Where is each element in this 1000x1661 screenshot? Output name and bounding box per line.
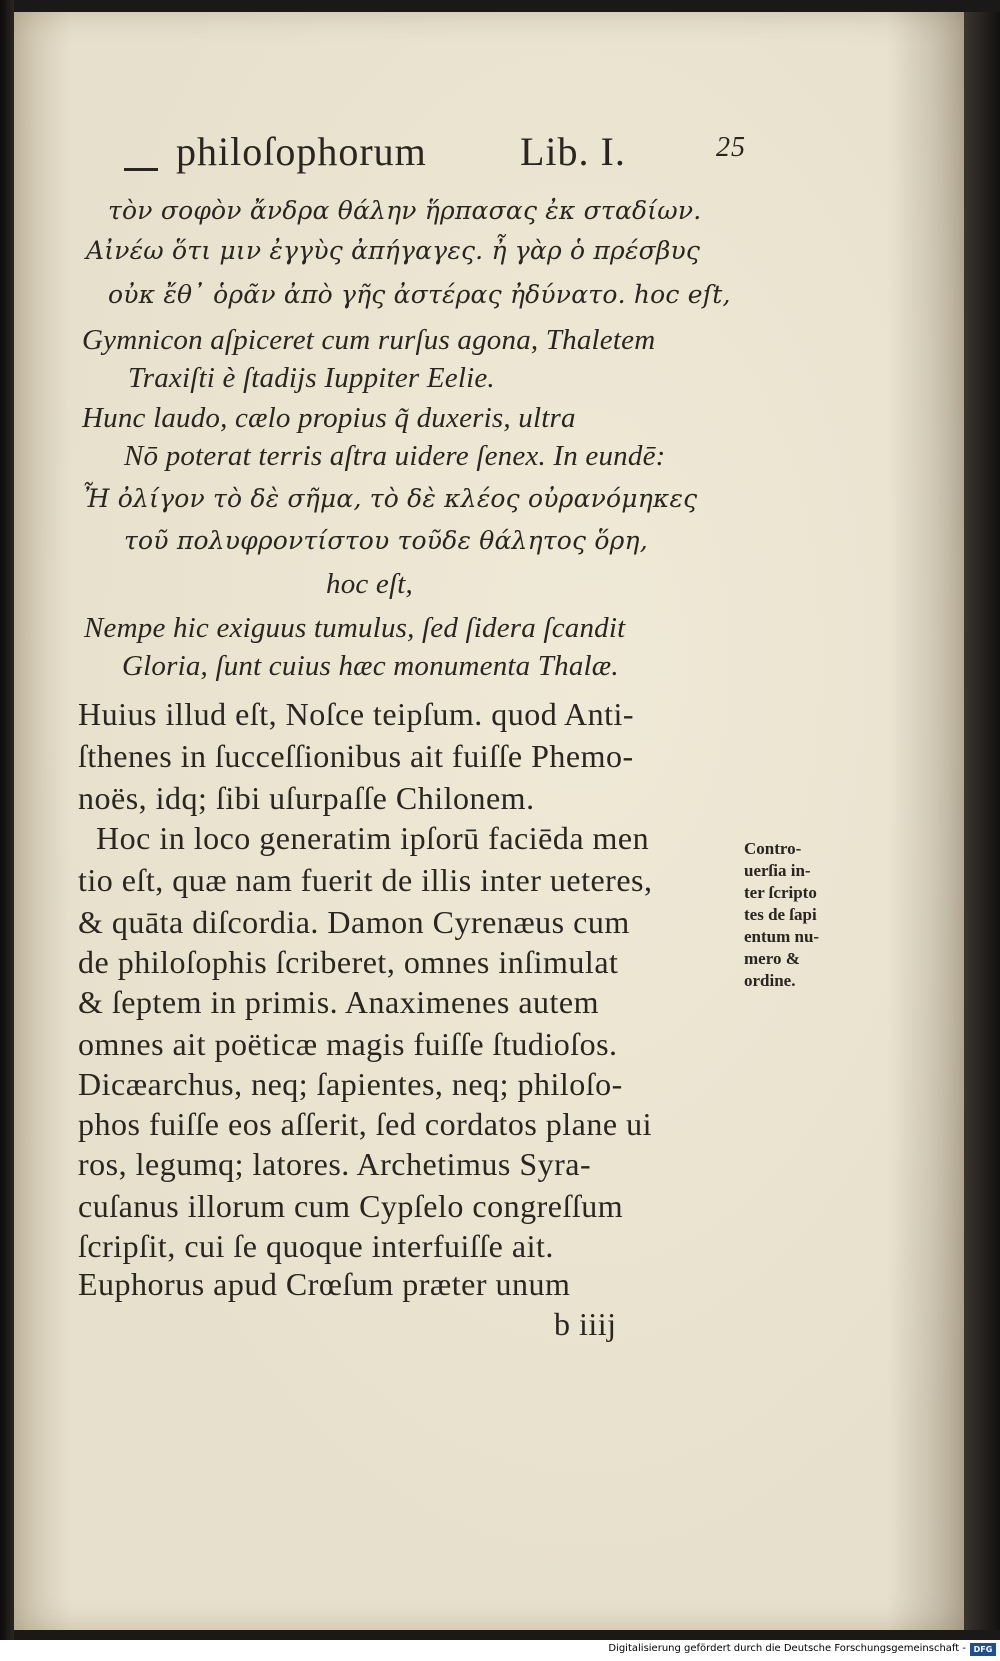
body-line-1: τὸν σοφὸν ἄνδρα θάλην ἥρπασας ἐκ σταδίων.: [108, 196, 702, 225]
body-line-22: Dicæarchus, neq; ſapientes, neq; philoſo-: [78, 1066, 623, 1102]
spine-edge: [0, 0, 14, 1640]
body-line-9: τοῦ πολυφροντίστου τοῦδε θάλητος ὅρη,: [124, 526, 648, 555]
body-line-18: & quāta diſcordia. Damon Cyrenæus cum: [78, 904, 630, 940]
body-line-26: ſcripſit, cui ſe quoque interfuiſſe ait.: [78, 1228, 554, 1264]
body-line-23: phos fuiſſe eos aſſerit, ſed cordatos plane ui: [78, 1106, 652, 1142]
marginal-note-line: ordine.: [744, 971, 796, 990]
footer-credit: Digitalisierung gefördert durch die Deutsche Forschungsgemeinschaft -: [608, 1643, 966, 1654]
running-head-title: philoſophorum: [176, 129, 427, 174]
signature-mark: b iiij: [554, 1306, 617, 1342]
body-line-3: οὐκ ἔθ᾽ ὁρᾶν ἀπὸ γῆς ἀστέρας ἠδύνατο. hoc eſt,: [108, 280, 731, 309]
body-line-25: cuſanus illorum cum Cypſelo congreſſum: [78, 1188, 624, 1224]
marginal-note-line: ter ſcripto: [744, 883, 817, 902]
body-line-10: hoc eſt,: [326, 568, 413, 600]
body-line-14: ſthenes in ſucceſſionibus ait fuiſſe Phemo-: [78, 738, 634, 774]
marginal-note-line: mero &: [744, 949, 800, 968]
body-line-20: & ſeptem in primis. Anaximenes autem: [78, 984, 600, 1020]
body-line-27: Euphorus apud Crœſum præter unum: [78, 1266, 571, 1302]
body-line-19: de philoſophis ſcriberet, omnes inſimulat: [78, 944, 619, 980]
body-line-17: tio eſt, quæ nam fuerit de illis inter ueteres,: [78, 862, 653, 898]
body-line-11: Nempe hic exiguus tumulus, ſed ſidera ſcandit: [84, 612, 626, 644]
body-line-7: Nō poterat terris aſtra uidere ſenex. In eundē:: [124, 440, 666, 472]
digitization-footer: [0, 1640, 1000, 1661]
marginal-note-line: entum nu-: [744, 927, 820, 946]
body-line-24: ros, legumq; latores. Archetimus Syra-: [78, 1146, 592, 1182]
running-head-book: Lib. I.: [520, 129, 626, 174]
body-line-13: Huius illud eſt, Noſce teipſum. quod Anti-: [78, 696, 635, 732]
dfg-logo-icon: DFG: [970, 1643, 996, 1656]
body-line-2: Αἰνέω ὅτι μιν ἐγγὺς ἀπήγαγες. ἦ γὰρ ὁ πρέσβυς: [86, 236, 701, 265]
body-line-15: noës, idq; ſibi uſurpaſſe Chilonem.: [78, 780, 535, 816]
body-line-5: Traxiſti è ſtadijs Iuppiter Eelie.: [128, 362, 495, 394]
marginal-note-line: uerſia in-: [744, 861, 811, 880]
page-edge-shadow: [964, 12, 1000, 1630]
body-line-21: omnes ait poëticæ magis fuiſſe ſtudioſos.: [78, 1026, 618, 1062]
body-line-6: Hunc laudo, cælo propius q̃ duxeris, ultra: [82, 402, 576, 434]
marginal-note: [744, 838, 844, 992]
body-line-4: Gymnicon aſpiceret cum rurſus agona, Thaletem: [82, 324, 656, 356]
marginal-note-line: tes de ſapi: [744, 905, 817, 924]
running-head-rule: [124, 168, 158, 171]
body-line-12: Gloria, ſunt cuius hæc monumenta Thalæ.: [122, 650, 619, 682]
page-number: 25: [716, 132, 746, 163]
marginal-note-line: Contro-: [744, 839, 802, 858]
body-line-8: Ἦ ὀλίγον τὸ δὲ σῆμα, τὸ δὲ κλέος οὐρανόμηκες: [82, 484, 698, 513]
body-line-16: Hoc in loco generatim ipſorū faciēda men: [96, 820, 650, 856]
